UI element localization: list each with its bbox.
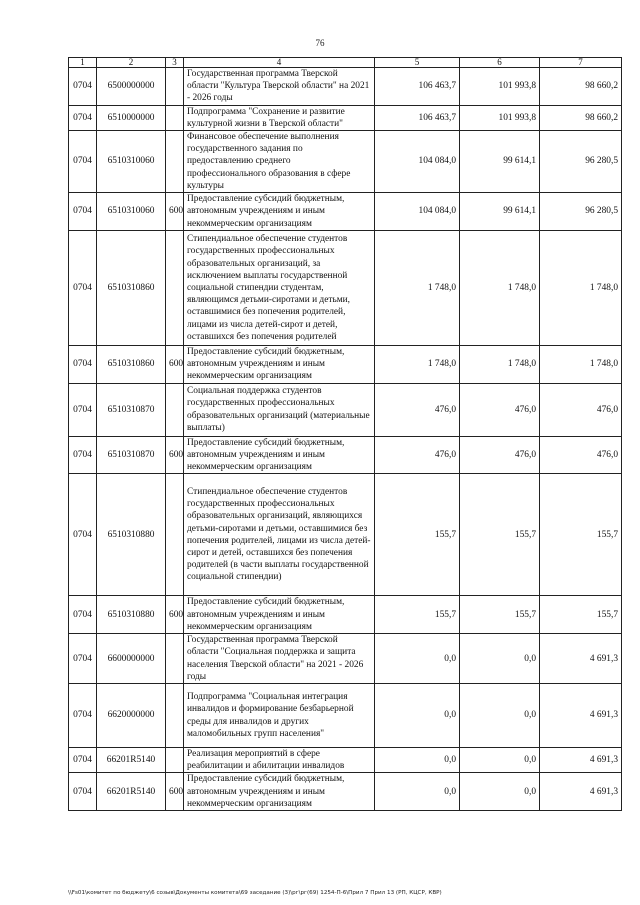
header-col-6: 6: [460, 58, 540, 68]
value-2021-cell: 104 084,0: [375, 131, 460, 193]
value-2022-cell: 99 614,1: [460, 131, 540, 193]
expense-type-cell: [166, 684, 184, 748]
table-row: [69, 684, 622, 748]
value-2021-cell: 0,0: [375, 634, 460, 684]
header-col-1: 1: [69, 58, 97, 68]
value-2023-cell: 476,0: [540, 383, 622, 436]
value-2021-cell: 106 463,7: [375, 105, 460, 130]
value-2021-cell: 155,7: [375, 596, 460, 634]
value-2021-cell: 0,0: [375, 773, 460, 811]
header-col-5: 5: [375, 58, 460, 68]
value-2022-cell: 155,7: [460, 474, 540, 596]
target-code-cell: 66201R5140: [97, 748, 166, 773]
description-cell: Предоставление субсидий бюджетным, автономным учреждениям и иным некоммерческим организациям: [184, 193, 375, 231]
section-code-cell: 0704: [69, 346, 97, 384]
table-row: [69, 748, 622, 773]
expense-type-cell: 600: [166, 773, 184, 811]
value-2021-cell: 1 748,0: [375, 231, 460, 346]
value-2021-cell: 104 084,0: [375, 193, 460, 231]
value-2022-cell: 0,0: [460, 748, 540, 773]
value-2022-cell: 155,7: [460, 596, 540, 634]
value-2023-cell: 4 691,3: [540, 634, 622, 684]
section-code-cell: 0704: [69, 748, 97, 773]
value-2021-cell: 0,0: [375, 684, 460, 748]
value-2022-cell: 1 748,0: [460, 346, 540, 384]
expense-type-cell: [166, 383, 184, 436]
value-2022-cell: 476,0: [460, 383, 540, 436]
description-cell: Государственная программа Тверской области "Социальная поддержка и защита населения Тверской области" на 2021 - 2026 годы: [184, 634, 375, 684]
header-row: [69, 58, 622, 68]
table-row: [69, 231, 622, 346]
table-row: [69, 105, 622, 130]
value-2023-cell: 155,7: [540, 596, 622, 634]
table-row: [69, 596, 622, 634]
target-code-cell: 6510310860: [97, 231, 166, 346]
header-col-3: 3: [166, 58, 184, 68]
table-row: [69, 436, 622, 474]
value-2023-cell: 96 280,5: [540, 131, 622, 193]
description-cell: Подпрограмма "Сохранение и развитие культурной жизни в Тверской области": [184, 105, 375, 130]
section-code-cell: 0704: [69, 634, 97, 684]
budget-table: [68, 57, 622, 811]
value-2022-cell: 101 993,8: [460, 105, 540, 130]
section-code-cell: 0704: [69, 436, 97, 474]
value-2023-cell: 476,0: [540, 436, 622, 474]
description-cell: Предоставление субсидий бюджетным, автономным учреждениям и иным некоммерческим организациям: [184, 773, 375, 811]
table-header: [69, 58, 622, 68]
section-code-cell: 0704: [69, 193, 97, 231]
table-row: [69, 634, 622, 684]
table-row: [69, 773, 622, 811]
value-2023-cell: 4 691,3: [540, 684, 622, 748]
value-2021-cell: 476,0: [375, 383, 460, 436]
section-code-cell: 0704: [69, 773, 97, 811]
table-row: [69, 193, 622, 231]
section-code-cell: 0704: [69, 68, 97, 106]
target-code-cell: 6510310880: [97, 474, 166, 596]
file-path-footer: \\Fs01\комитет по бюджету\6 созыв\Документы комитета\69 заседание (3)\рг\рг(69) 1254-П-6\Прил 7 Прил 13 (РП, КЦСР, КВР): [68, 890, 442, 896]
header-col-2: 2: [97, 58, 166, 68]
value-2023-cell: 1 748,0: [540, 231, 622, 346]
expense-type-cell: [166, 131, 184, 193]
table-row: [69, 346, 622, 384]
target-code-cell: 6510310870: [97, 383, 166, 436]
value-2023-cell: 4 691,3: [540, 748, 622, 773]
description-cell: Подпрограмма "Социальная интеграция инвалидов и формирование безбарьерной среды для инвалидов и других маломобильных групп населения": [184, 684, 375, 748]
section-code-cell: 0704: [69, 105, 97, 130]
target-code-cell: 6620000000: [97, 684, 166, 748]
value-2022-cell: 0,0: [460, 684, 540, 748]
expense-type-cell: [166, 748, 184, 773]
section-code-cell: 0704: [69, 596, 97, 634]
value-2021-cell: 155,7: [375, 474, 460, 596]
value-2021-cell: 476,0: [375, 436, 460, 474]
target-code-cell: 6510310870: [97, 436, 166, 474]
expense-type-cell: 600: [166, 193, 184, 231]
table-row: [69, 68, 622, 106]
value-2023-cell: 1 748,0: [540, 346, 622, 384]
target-code-cell: 6510310860: [97, 346, 166, 384]
section-code-cell: 0704: [69, 131, 97, 193]
value-2022-cell: 99 614,1: [460, 193, 540, 231]
expense-type-cell: [166, 634, 184, 684]
target-code-cell: 6510310880: [97, 596, 166, 634]
value-2022-cell: 0,0: [460, 773, 540, 811]
value-2022-cell: 1 748,0: [460, 231, 540, 346]
description-cell: Финансовое обеспечение выполнения государственного задания по предоставлению среднего профессионального образования в сфере культуры: [184, 131, 375, 193]
section-code-cell: 0704: [69, 474, 97, 596]
expense-type-cell: 600: [166, 436, 184, 474]
target-code-cell: 6510310060: [97, 131, 166, 193]
value-2022-cell: 101 993,8: [460, 68, 540, 106]
table-row: [69, 131, 622, 193]
description-cell: Предоставление субсидий бюджетным, автономным учреждениям и иным некоммерческим организациям: [184, 596, 375, 634]
description-cell: Стипендиальное обеспечение студентов государственных профессиональных образовательных организаций, являющихся детьми-сиротами и детьми, оставшимися без попечения родителей, лицами из числа детей-сирот и детей, оставшихся без попечения родителей (в части выплаты государственной социальной стипендии): [184, 474, 375, 596]
section-code-cell: 0704: [69, 231, 97, 346]
expense-type-cell: [166, 231, 184, 346]
target-code-cell: 66201R5140: [97, 773, 166, 811]
description-cell: Предоставление субсидий бюджетным, автономным учреждениям и иным некоммерческим организациям: [184, 436, 375, 474]
expense-type-cell: 600: [166, 346, 184, 384]
expense-type-cell: [166, 105, 184, 130]
value-2021-cell: 0,0: [375, 748, 460, 773]
table-row: [69, 383, 622, 436]
section-code-cell: 0704: [69, 684, 97, 748]
expense-type-cell: [166, 474, 184, 596]
table-body: [69, 68, 622, 811]
description-cell: Социальная поддержка студентов государственных профессиональных образовательных организаций (материальные выплаты): [184, 383, 375, 436]
description-cell: Реализация мероприятий в сфере реабилитации и абилитации инвалидов: [184, 748, 375, 773]
table-row: [69, 474, 622, 596]
header-col-7: 7: [540, 58, 622, 68]
expense-type-cell: [166, 68, 184, 106]
value-2023-cell: 98 660,2: [540, 68, 622, 106]
value-2023-cell: 4 691,3: [540, 773, 622, 811]
expense-type-cell: 600: [166, 596, 184, 634]
target-code-cell: 6500000000: [97, 68, 166, 106]
target-code-cell: 6510310060: [97, 193, 166, 231]
description-cell: Государственная программа Тверской области "Культура Тверской области" на 2021 - 2026 годы: [184, 68, 375, 106]
value-2023-cell: 98 660,2: [540, 105, 622, 130]
value-2022-cell: 476,0: [460, 436, 540, 474]
value-2023-cell: 96 280,5: [540, 193, 622, 231]
description-cell: Предоставление субсидий бюджетным, автономным учреждениям и иным некоммерческим организациям: [184, 346, 375, 384]
value-2022-cell: 0,0: [460, 634, 540, 684]
value-2021-cell: 106 463,7: [375, 68, 460, 106]
target-code-cell: 6600000000: [97, 634, 166, 684]
target-code-cell: 6510000000: [97, 105, 166, 130]
header-col-4: 4: [184, 58, 375, 68]
section-code-cell: 0704: [69, 383, 97, 436]
value-2021-cell: 1 748,0: [375, 346, 460, 384]
page-number: 76: [315, 38, 325, 48]
description-cell: Стипендиальное обеспечение студентов государственных профессиональных образовательных организаций, за исключением выплаты государственной социальной стипендии студентам, являющимся детьми-сиротами и детьми, оставшимися без попечения родителей, лицами из числа детей-сирот и детей, оставшихся без попечения родителей: [184, 231, 375, 346]
value-2023-cell: 155,7: [540, 474, 622, 596]
